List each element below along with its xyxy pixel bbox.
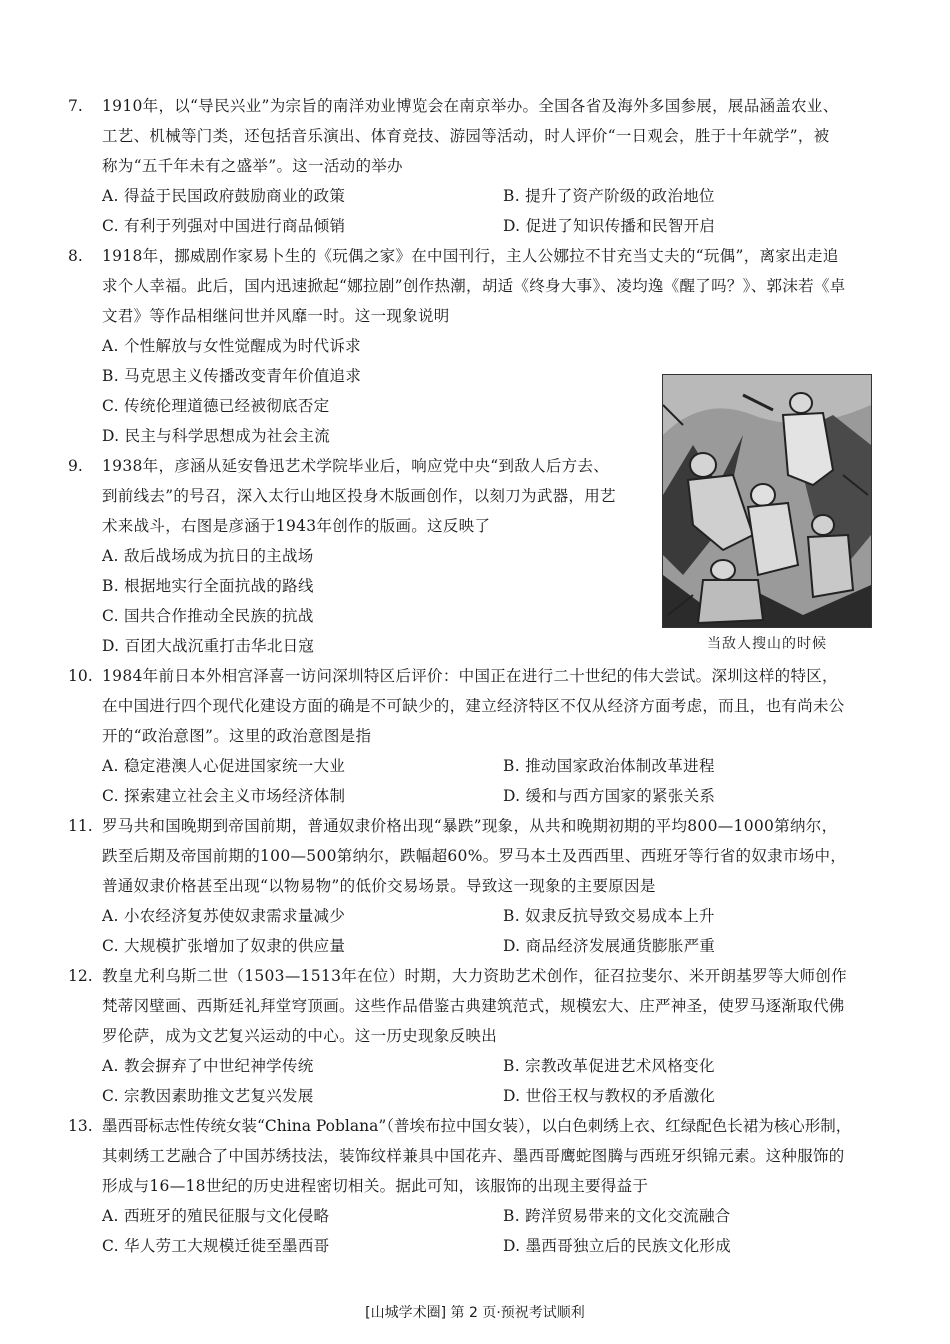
question-stem-line: 文君》等作品相继问世并风靡一时。这一现象说明 <box>102 307 450 325</box>
option-b: B. 奴隶反抗导致交易成本上升 <box>503 907 715 925</box>
question-number: 8. <box>68 247 83 265</box>
option-c: C. 大规模扩张增加了奴隶的供应量 <box>102 937 346 955</box>
question-stem-line: 开的“政治意图”。这里的政治意图是指 <box>102 727 372 745</box>
question-stem-line: 工艺、机械等门类，还包括音乐演出、体育竞技、游园等活动，时人评价“一日观会，胜于十年就学”，被 <box>102 127 830 145</box>
option-a: A. 教会摒弃了中世纪神学传统 <box>102 1057 314 1075</box>
question-stem-line: 罗马共和国晚期到帝国前期，普通奴隶价格出现“暴跌”现象，从共和晚期初期的平均800—1000第纳尔， <box>102 817 838 835</box>
option-d: D. 墨西哥独立后的民族文化形成 <box>503 1237 732 1255</box>
figure-caption: 当敌人搜山的时候 <box>707 636 827 652</box>
page-footer: [山城学术圈] 第 2 页·预祝考试顺利 <box>365 1305 585 1321</box>
option-a: A. 个性解放与女性觉醒成为时代诉求 <box>102 337 361 355</box>
question-stem-line: 1938年，彦涵从延安鲁迅艺术学院毕业后，响应党中央“到敌人后方去、 <box>102 457 610 475</box>
question-stem-line: 其刺绣工艺融合了中国苏绣技法，装饰纹样兼具中国花卉、墨西哥鹰蛇图腾与西班牙织锦元素。这种服饰的 <box>102 1147 845 1165</box>
option-d: D. 促进了知识传播和民智开启 <box>503 217 716 235</box>
question-number: 7. <box>68 97 83 115</box>
option-c: C. 传统伦理道德已经被彻底否定 <box>102 397 330 415</box>
option-b: B. 跨洋贸易带来的文化交流融合 <box>503 1207 731 1225</box>
question-number: 10. <box>68 667 93 685</box>
woodcut-print-image <box>662 374 872 628</box>
question-stem-line: 罗伦萨，成为文艺复兴运动的中心。这一历史现象反映出 <box>102 1027 498 1045</box>
option-a: A. 稳定港澳人心促进国家统一大业 <box>102 757 346 775</box>
option-b: B. 推动国家政治体制改革进程 <box>503 757 715 775</box>
option-b: B. 马克思主义传播改变青年价值追求 <box>102 367 362 385</box>
option-a: A. 小农经济复苏使奴隶需求量减少 <box>102 907 346 925</box>
question-number: 11. <box>68 817 93 835</box>
question-number: 12. <box>68 967 93 985</box>
question-stem-line: 普通奴隶价格甚至出现“以物易物”的低价交易场景。导致这一现象的主要原因是 <box>102 877 656 895</box>
option-c: C. 探索建立社会主义市场经济体制 <box>102 787 346 805</box>
question-stem-line: 跌至后期及帝国前期的100—500第纳尔，跌幅超60%。罗马本土及西西里、西班牙等行省的奴隶市场中， <box>102 847 847 865</box>
question-stem-line: 求个人幸福。此后，国内迅速掀起“娜拉剧”创作热潮，胡适《终身大事》、凌均逸《醒了吗？》、郭沫若《卓 <box>102 277 846 295</box>
option-c: C. 宗教因素助推文艺复兴发展 <box>102 1087 314 1105</box>
question-stem-line: 1984年前日本外相宫泽喜一访问深圳特区后评价：中国正在进行二十世纪的伟大尝试。深圳这样的特区， <box>102 667 838 685</box>
question-stem-line: 梵蒂冈壁画、西斯廷礼拜堂穹顶画。这些作品借鉴古典建筑范式，规模宏大、庄严神圣，使罗马逐渐取代佛 <box>102 997 845 1015</box>
option-c: C. 国共合作推动全民族的抗战 <box>102 607 314 625</box>
question-stem-line: 称为“五千年未有之盛举”。这一活动的举办 <box>102 157 403 175</box>
question-number: 9. <box>68 457 83 475</box>
question-stem-line: 1918年，挪威剧作家易卜生的《玩偶之家》在中国刊行，主人公娜拉不甘充当丈夫的“玩偶”，离家出走追 <box>102 247 839 265</box>
option-b: B. 根据地实行全面抗战的路线 <box>102 577 314 595</box>
option-c: C. 华人劳工大规模迁徙至墨西哥 <box>102 1237 330 1255</box>
option-d: D. 百团大战沉重打击华北日寇 <box>102 637 315 655</box>
question-stem-line: 术来战斗，右图是彦涵于1943年创作的版画。这反映了 <box>102 517 491 535</box>
question-stem-line: 形成与16—18世纪的历史进程密切相关。据此可知，该服饰的出现主要得益于 <box>102 1177 649 1195</box>
question-stem-line: 到前线去”的号召，深入太行山地区投身木版画创作，以刻刀为武器，用艺 <box>102 487 616 505</box>
question-stem-line: 教皇尤利乌斯二世（1503—1513年在位）时期，大力资助艺术创作，征召拉斐尔、米开朗基罗等大师创作 <box>102 967 847 985</box>
question-stem-line: 1910年，以“导民兴业”为宗旨的南洋劝业博览会在南京举办。全国各省及海外多国参展，展品涵盖农业、 <box>102 97 839 115</box>
option-d: D. 民主与科学思想成为社会主流 <box>102 427 331 445</box>
option-a: A. 敌后战场成为抗日的主战场 <box>102 547 314 565</box>
question-number: 13. <box>68 1117 93 1135</box>
option-d: D. 世俗王权与教权的矛盾激化 <box>503 1087 716 1105</box>
question-stem-line: 在中国进行四个现代化建设方面的确是不可缺少的，建立经济特区不仅从经济方面考虑，而且，也有尚未公 <box>102 697 845 715</box>
option-b: B. 提升了资产阶级的政治地位 <box>503 187 715 205</box>
question-stem-line: 墨西哥标志性传统女装“China Poblana”（普埃布拉中国女装），以白色刺绣上衣、红绿配色长裙为核心形制， <box>102 1117 852 1135</box>
option-a: A. 得益于民国政府鼓励商业的政策 <box>102 187 346 205</box>
option-c: C. 有利于列强对中国进行商品倾销 <box>102 217 346 235</box>
option-d: D. 商品经济发展通货膨胀严重 <box>503 937 716 955</box>
option-b: B. 宗教改革促进艺术风格变化 <box>503 1057 715 1075</box>
option-d: D. 缓和与西方国家的紧张关系 <box>503 787 716 805</box>
option-a: A. 西班牙的殖民征服与文化侵略 <box>102 1207 330 1225</box>
